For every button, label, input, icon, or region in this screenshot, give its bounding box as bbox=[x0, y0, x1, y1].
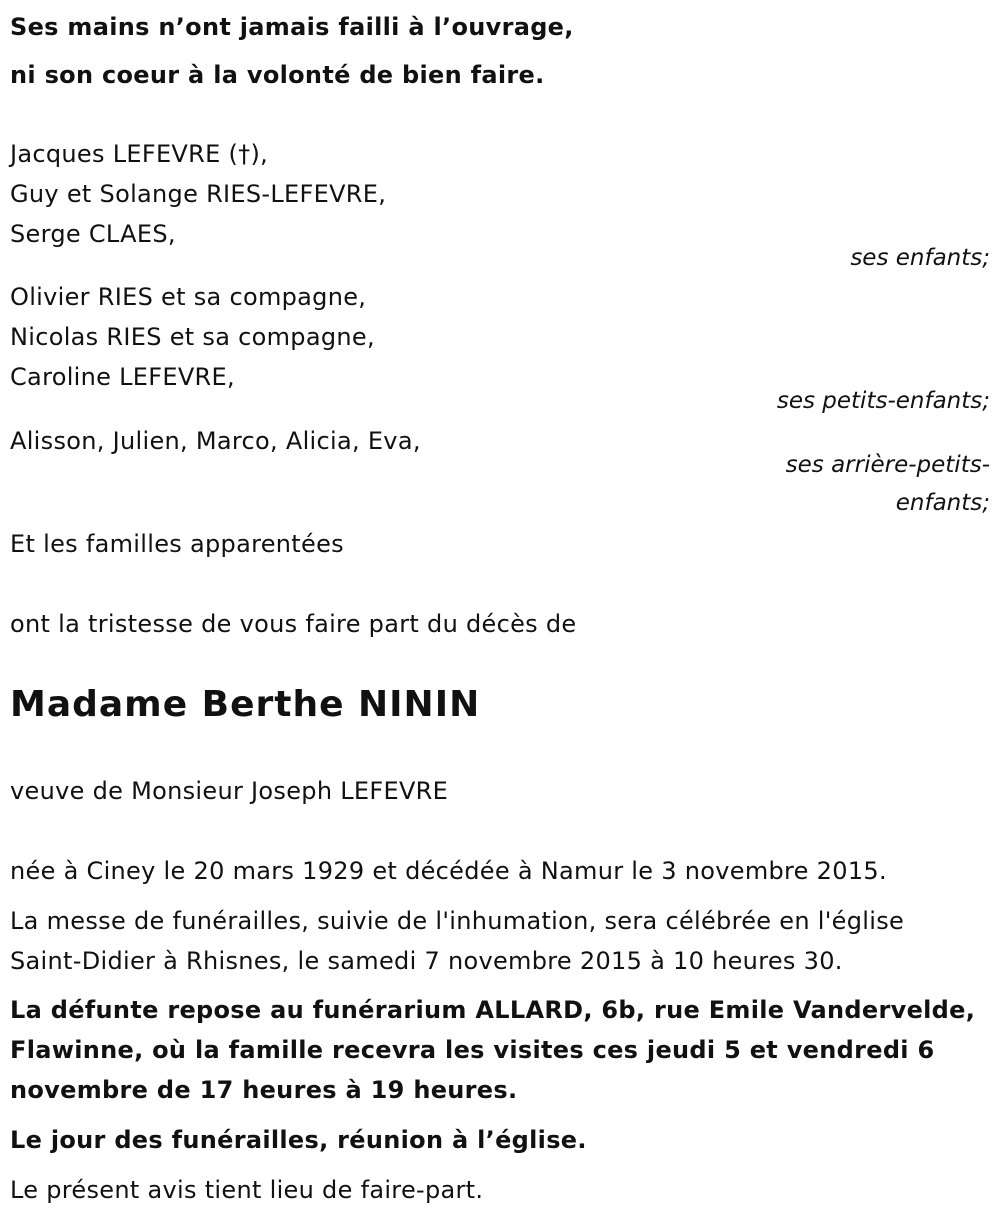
resting-place-line-2: Flawinne, où la famille recevra les visites ces jeudi 5 et vendredi 6 bbox=[10, 1036, 935, 1064]
child-name: Serge CLAES, bbox=[10, 220, 176, 248]
families-line: Et les familles apparentées bbox=[10, 530, 344, 558]
announcement-line: ont la tristesse de vous faire part du décès de bbox=[10, 610, 577, 638]
notice-line: Le présent avis tient lieu de faire-part. bbox=[10, 1176, 484, 1204]
funeral-meeting-line: Le jour des funérailles, réunion à l’église. bbox=[10, 1126, 587, 1154]
birth-death-line: née à Ciney le 20 mars 1929 et décédée à Namur le 3 novembre 2015. bbox=[10, 857, 887, 885]
funeral-mass-line-2: Saint-Didier à Rhisnes, le samedi 7 novembre 2015 à 10 heures 30. bbox=[10, 947, 843, 975]
grandchild-name: Nicolas RIES et sa compagne, bbox=[10, 323, 375, 351]
grandchild-name: Caroline LEFEVRE, bbox=[10, 363, 235, 391]
funeral-mass-line-1: La messe de funérailles, suivie de l'inhumation, sera célébrée en l'église bbox=[10, 907, 905, 935]
child-name: Jacques LEFEVRE (†), bbox=[10, 140, 269, 168]
grandchildren-role: ses petits-enfants; bbox=[776, 388, 990, 414]
epitaph-line-1: Ses mains n’ont jamais failli à l’ouvrage, bbox=[10, 13, 574, 41]
child-name: Guy et Solange RIES-LEFEVRE, bbox=[10, 180, 387, 208]
widow-of-line: veuve de Monsieur Joseph LEFEVRE bbox=[10, 777, 449, 805]
resting-place-line-3: novembre de 17 heures à 19 heures. bbox=[10, 1076, 518, 1104]
children-role: ses enfants; bbox=[850, 245, 990, 271]
resting-place-line-1: La défunte repose au funérarium ALLARD, 6b, rue Emile Vandervelde, bbox=[10, 996, 976, 1024]
great-grandchildren-role-line-2: enfants; bbox=[895, 490, 990, 516]
grandchild-name: Olivier RIES et sa compagne, bbox=[10, 283, 367, 311]
epitaph-line-2: ni son coeur à la volonté de bien faire. bbox=[10, 61, 545, 89]
deceased-name: Madame Berthe NININ bbox=[10, 684, 481, 725]
great-grandchildren-names: Alisson, Julien, Marco, Alicia, Eva, bbox=[10, 427, 421, 455]
great-grandchildren-role-line-1: ses arrière-petits- bbox=[785, 452, 990, 478]
